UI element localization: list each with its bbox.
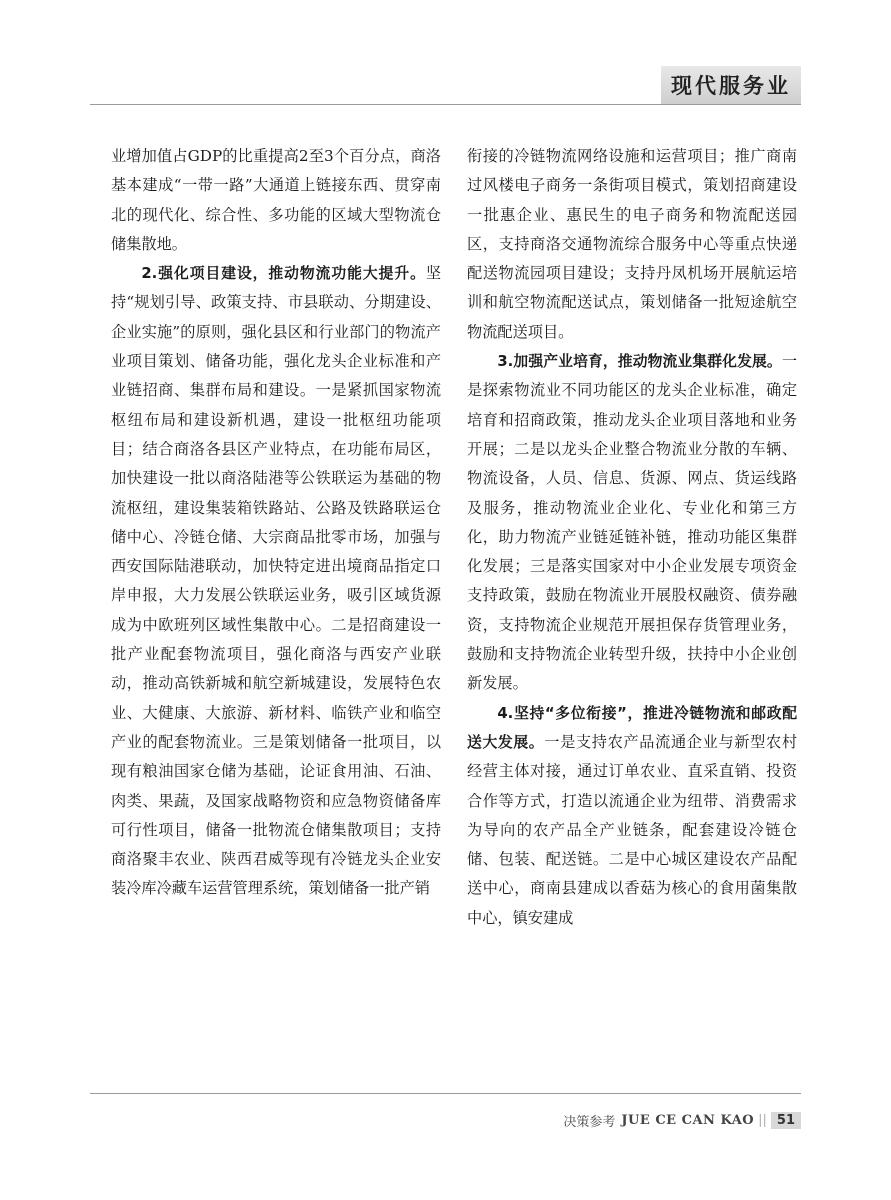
journal-name-cn: 决策参考 — [563, 1114, 616, 1130]
page-footer — [560, 1108, 801, 1132]
page-number: 51 — [771, 1112, 801, 1129]
paragraph-body: 坚持“规划引导、政策支持、市县联动、分期建设、企业实施”的原则，强化县区和行业部门的物流产业项目策划、储备功能，强化龙头企业标准和产业链招商、集群布局和建设。一是紧抓国家物流枢纽布局和建设新机遇，建设一批枢纽功能项目；结合商洛各县区产业特点，在功能布局区，加快建设一批以商洛陆港等公铁联运为基础的物流枢纽，建设集装箱铁路站、公路及铁路联运仓储中心、冷链仓储、大宗商品批零市场，加强与西安国际陆港联动，加快特定进出境商品指定口岸申报，大力发展公铁联运业务，吸引区域货源成为中欧班列区域性集散中心。二是招商建设一批产业配套物流项目，强化商洛与西安产业联动，推动高铁新城和航空新城建设，发展特色农业、大健康、大旅游、新材料、临铁产业和临空产业的配套物流业。三是策划储备一批项目，以现有粮油国家仓储为基础，论证食用油、石油、肉类、果蔬，及国家战略物资和应急物资储备库可行性项目，储备一批物流仓储集散项目；支持商洛聚丰农业、陕西君威等现有冷链龙头企业安装冷库冷藏车运营管理系统，策划储备一批产销 — [111, 264, 441, 898]
paragraph-body: 一是探索物流业不同功能区的龙头企业标准，确定培育和招商政策，推动龙头企业项目落地和业务开展；二是以龙头企业整合物流业分散的车辆、物流设备，人员、信息、货源、网点、货运线路及服务，推动物流业企业化、专业化和第三方化，助力物流产业链延链补链，推动功能区集群化发展；三是落实国家对中小企业发展专项资金支持政策，鼓励在物流业开展股权融资、债券融资，支持物流企业规范开展担保存货管理业务，鼓励和支持物流企业转型升级，扶持中小企业创新发展。 — [467, 352, 797, 693]
header-divider — [90, 104, 801, 105]
subheading: 2.强化项目建设，推动物流功能大提升。 — [141, 265, 426, 283]
footer-separator: || — [758, 1112, 767, 1128]
left-column — [111, 142, 441, 904]
footer-divider — [90, 1093, 801, 1094]
journal-name-en: JUE CE CAN KAO — [621, 1112, 755, 1128]
paragraph: 衔接的冷链物流网络设施和运营项目；推广商南过风楼电子商务一条街项目模式，策划招商建设一批惠企业、惠民生的电子商务和物流配送园区，支持商洛交通物流综合服务中心等重点快递配送物流园项目建设；支持丹凤机场开展航运培训和航空物流配送试点，策划储备一批短途航空物流配送项目。 — [467, 147, 797, 341]
subheading: 3.加强产业培育，推动物流业集群化发展。 — [497, 353, 782, 371]
paragraph — [111, 259, 441, 904]
paragraph: 业增加值占GDP的比重提高2至3个百分点，商洛基本建成“一带一路”大通道上链接东西、贯穿南北的现代化、综合性、多功能的区域大型物流仓储集散地。 — [111, 147, 441, 253]
subheading: 4.坚持“多位衔接”，推进冷链物流和邮政配送大发展。 — [467, 704, 797, 751]
section-tab — [661, 66, 801, 104]
section-title: 现代服务业 — [671, 74, 791, 98]
paragraph — [467, 347, 797, 699]
paragraph-body: 一是支持农产品流通企业与新型农村经营主体对接，通过订单农业、直采直销、投资合作等方式，打造以流通企业为纽带、消费需求为导向的农产品全产业链条，配套建设冷链仓储、包装、配送链。二是中心城区建设农产品配送中心，商南县建成以香菇为核心的食用菌集散中心，镇安建成 — [467, 732, 798, 927]
paragraph — [467, 699, 797, 933]
right-column — [467, 142, 797, 933]
